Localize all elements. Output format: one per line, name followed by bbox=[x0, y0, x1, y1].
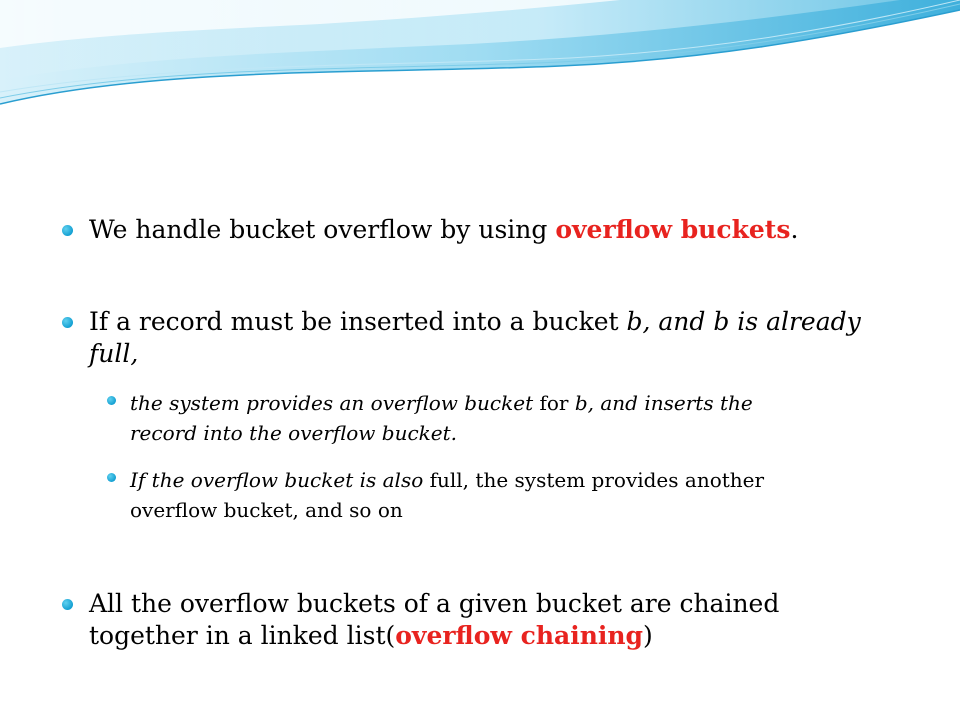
bullet-1 bbox=[62, 214, 922, 246]
bullet-2-part-2: b, and b is already bbox=[626, 307, 861, 336]
sub-bullet-1-part-4: record into the overflow bucket. bbox=[130, 421, 458, 445]
bullet-2-text bbox=[89, 306, 861, 370]
sub-bullet-1-part-1: the system provides an overflow bucket bbox=[130, 391, 540, 415]
sub-bullet-2-part-2: full, the system provides another bbox=[429, 468, 765, 492]
bullet-1-part-1: We handle bucket overflow by using bbox=[89, 215, 556, 244]
sub-bullet-1-part-3: b, and inserts the bbox=[574, 391, 753, 415]
bullet-3-highlight: overflow chaining bbox=[395, 621, 644, 650]
bullet-1-text bbox=[89, 214, 798, 246]
sub-bullet-dot-icon bbox=[107, 473, 116, 482]
sub-bullet-2-part-3: overflow bucket, and so on bbox=[130, 498, 403, 522]
sub-bullet-2 bbox=[107, 465, 907, 525]
sub-bullet-1-text bbox=[130, 388, 753, 448]
bullet-dot-icon bbox=[62, 599, 73, 610]
bullet-3-part-4: ) bbox=[643, 621, 653, 650]
sub-bullet-1-part-2: for bbox=[539, 391, 575, 415]
sub-bullet-dot-icon bbox=[107, 396, 116, 405]
sub-bullet-2-text bbox=[130, 465, 764, 525]
sub-bullet-2-part-1: If the overflow bucket is also bbox=[130, 468, 430, 492]
bullet-2 bbox=[62, 306, 922, 370]
bullet-2-part-1: If a record must be inserted into a bucket bbox=[89, 307, 627, 336]
bullet-3 bbox=[62, 588, 922, 652]
bullet-3-part-1: All the overflow buckets of a given bucket are chained bbox=[89, 589, 780, 618]
bullet-2-part-3: full, bbox=[89, 339, 139, 368]
sub-bullet-1 bbox=[107, 388, 907, 448]
bullet-1-highlight: overflow buckets bbox=[555, 215, 791, 244]
bullet-dot-icon bbox=[62, 317, 73, 328]
bullet-3-part-2: together in a linked list( bbox=[89, 621, 396, 650]
bullet-1-part-3: . bbox=[790, 215, 799, 244]
bullet-dot-icon bbox=[62, 225, 73, 236]
bullet-3-text bbox=[89, 588, 779, 652]
